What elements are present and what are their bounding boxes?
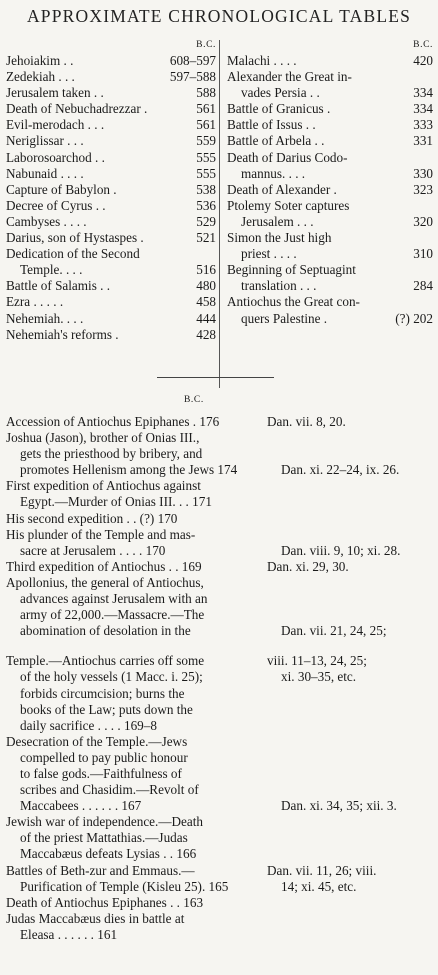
event-text: of the priest Mattathias.—Judas (20, 830, 188, 846)
chronology-entry (227, 262, 433, 278)
scripture-reference (275, 782, 436, 798)
entry-name: Alexander the Great in- (227, 69, 352, 85)
scripture-reference (275, 591, 436, 607)
entry-year: 323 (413, 181, 433, 197)
scripture-reference (275, 686, 436, 702)
entry-year: 588 (196, 85, 216, 101)
chronology-entry (6, 117, 216, 133)
event-text: Temple.—Antiochus carries off some (6, 653, 205, 669)
event-text: Judas Maccabæus dies in battle at (6, 910, 185, 926)
event-text: advances against Jerusalem with an (20, 591, 208, 607)
event-text: Third expedition of Antiochus . . 169 (6, 558, 202, 574)
event-text: daily sacrifice . . . . 169–8 (20, 717, 157, 733)
chronology-entry (6, 198, 216, 214)
entry-name: mannus. . . . (241, 165, 306, 181)
chronology-entry (227, 166, 433, 182)
event-entry (6, 511, 436, 527)
entry-name: Beginning of Septuagint (227, 262, 356, 278)
chronology-entry (6, 278, 216, 294)
event-entry (6, 911, 436, 943)
entry-name: Nehemiah. . . . (6, 310, 84, 326)
event-text: to false gods.—Faithfulness of (20, 765, 182, 781)
event-text: gets the priesthood by bribery, and (20, 446, 203, 462)
event-entry (6, 559, 436, 575)
scripture-reference (261, 734, 436, 750)
entry-name: Evil-merodach . . . (6, 117, 105, 133)
event-text: His plunder of the Temple and mas- (6, 526, 196, 542)
entry-name: Capture of Babylon . (6, 181, 117, 197)
chronology-entry (6, 311, 216, 327)
entry-name: Nehemiah's reforms . (6, 326, 119, 342)
entry-year: 559 (196, 133, 216, 149)
scripture-reference (261, 430, 436, 446)
scripture-reference (261, 814, 436, 830)
event-text: scribes and Chasidim.—Revolt of (20, 782, 199, 798)
column-divider (219, 40, 220, 388)
scripture-reference: 14; xi. 45, etc. (281, 878, 357, 894)
entry-year: 480 (196, 278, 216, 294)
right-chronology-column (227, 37, 433, 327)
entry-year: 331 (413, 133, 433, 149)
chronology-entry (6, 101, 216, 117)
entry-name: Battle of Issus . . (227, 117, 316, 133)
entry-year: 608–597 (169, 53, 216, 68)
chronology-entry (227, 69, 433, 85)
page-title: APPROXIMATE CHRONOLOGICAL TABLES (26, 6, 412, 26)
entry-year: 333 (413, 117, 433, 133)
event-text: Eleasa . . . . . . 161 (20, 926, 118, 942)
scripture-reference: viii. 11–13, 24, 25; (267, 653, 367, 669)
entry-name: Battle of Arbela . . (227, 133, 325, 149)
event-text: sacre at Jerusalem . . . . 170 (20, 542, 166, 558)
event-text: Purification of Temple (Kisleu 25). 165 (20, 878, 229, 894)
scripture-reference (275, 494, 436, 510)
event-text: promotes Hellenism among the Jews 174 (20, 462, 238, 478)
entry-name: Zedekiah . . . (6, 69, 75, 85)
chronology-entry (6, 85, 216, 101)
event-entry (6, 575, 436, 639)
event-entry (6, 895, 436, 911)
entry-year: (?) 202 (395, 310, 433, 326)
entry-year: 516 (196, 262, 216, 278)
entry-year: 538 (196, 181, 216, 197)
entry-year: 444 (196, 310, 216, 326)
scripture-reference: Dan. xi. 22–24, ix. 26. (281, 462, 400, 478)
scripture-reference (261, 911, 436, 927)
entry-year: 320 (413, 213, 433, 229)
entry-year: 334 (413, 101, 433, 117)
entry-name: Dedication of the Second (6, 246, 140, 262)
entry-name: Battle of Granicus . (227, 101, 331, 117)
entry-name: Simon the Just high (227, 230, 332, 246)
scripture-reference (275, 830, 436, 846)
chronology-entry (227, 311, 433, 327)
entry-name: Cambyses . . . . (6, 213, 87, 229)
event-text: forbids circumcision; burns the (20, 685, 185, 701)
entry-name: Laborosoarchod . . (6, 149, 105, 165)
chronology-entry (227, 246, 433, 262)
event-text: books of the Law; puts down the (20, 701, 193, 717)
scripture-reference (275, 702, 436, 718)
event-text: Apollonius, the general of Antiochus, (6, 574, 204, 590)
entry-name: Nabunaid . . . . (6, 165, 84, 181)
chronology-entry (227, 117, 433, 133)
entry-name: quers Palestine . (241, 310, 328, 326)
event-text: Maccabees . . . . . . 167 (20, 798, 142, 814)
scripture-reference: Dan. xi. 34, 35; xii. 3. (281, 798, 397, 814)
event-text: First expedition of Antiochus against (6, 478, 201, 494)
scripture-reference (261, 527, 436, 543)
chronology-entry (227, 53, 433, 69)
entry-name: Darius, son of Hystaspes . (6, 230, 144, 246)
event-entry (6, 734, 436, 814)
chronology-entry (6, 327, 216, 343)
scripture-reference (275, 766, 436, 782)
event-entry (6, 863, 436, 895)
bc-header-left: B.C. (196, 40, 216, 50)
chronology-entry (227, 214, 433, 230)
page-fold-gap (6, 639, 436, 653)
chronology-entry (6, 69, 216, 85)
left-chronology-column (6, 37, 216, 343)
scripture-reference (275, 927, 436, 943)
chronology-entry (6, 53, 216, 69)
event-text: Desecration of the Temple.—Jews (6, 733, 188, 749)
event-text: Accession of Antiochus Epiphanes . 176 (6, 414, 220, 429)
chronology-entry (6, 230, 216, 246)
chronology-entry (227, 133, 433, 149)
bc-header-events: B.C. (184, 395, 204, 405)
event-entry (6, 430, 436, 478)
events-section (6, 395, 436, 943)
chronology-entry (6, 166, 216, 182)
bc-header-right: B.C. (413, 40, 433, 50)
entry-year: 310 (413, 246, 433, 262)
scripture-reference (275, 607, 436, 623)
entry-name: translation . . . (241, 278, 317, 294)
chronology-entry (6, 294, 216, 310)
event-text: army of 22,000.—Massacre.—The (20, 607, 205, 623)
chronology-entry (227, 278, 433, 294)
scripture-reference (275, 846, 436, 862)
entry-year: 529 (196, 213, 216, 229)
event-text: compelled to pay public honour (20, 749, 188, 765)
entry-name: Neriglissar . . . (6, 133, 84, 149)
entry-name: Ptolemy Soter captures (227, 197, 350, 213)
entry-name: Jehoiakim . . (6, 53, 74, 68)
section-separator (157, 377, 274, 378)
scripture-reference (261, 511, 436, 527)
entry-year: 334 (413, 85, 433, 101)
event-text: Maccabæus defeats Lysias . . 166 (20, 846, 197, 862)
scripture-reference (275, 446, 436, 462)
entry-year: 536 (196, 197, 216, 213)
entry-name: Jerusalem taken . . (6, 85, 104, 101)
entry-year: 284 (413, 278, 433, 294)
scripture-reference (275, 718, 436, 734)
event-entry (6, 414, 436, 430)
chronology-entry (227, 182, 433, 198)
event-entry (6, 527, 436, 559)
event-text: Jewish war of independence.—Death (6, 814, 204, 830)
entry-name: vades Persia . . (241, 85, 320, 101)
entry-name: Malachi . . . . (227, 53, 297, 68)
entry-name: Decree of Cyrus . . (6, 197, 106, 213)
event-text: Battles of Beth-zur and Emmaus.— (6, 862, 195, 878)
scripture-reference: xi. 30–35, etc. (281, 669, 357, 685)
chronology-entry (227, 294, 433, 310)
chronology-entry (6, 246, 216, 262)
event-text: His second expedition . . (?) 170 (6, 510, 178, 526)
event-entry (6, 478, 436, 510)
chronology-entry (227, 198, 433, 214)
chronology-entry (227, 101, 433, 117)
chronology-entry (227, 230, 433, 246)
chronology-entry (227, 85, 433, 101)
entry-name: Death of Alexander . (227, 181, 337, 197)
entry-year: 597–588 (169, 69, 216, 85)
event-text: Death of Antiochus Epiphanes . . 163 (6, 894, 204, 910)
entry-year: 428 (196, 326, 216, 342)
entry-name: Jerusalem . . . (241, 213, 314, 229)
entry-year: 561 (196, 117, 216, 133)
chronology-entry (6, 182, 216, 198)
event-text: Egypt.—Murder of Onias III. . . 171 (20, 494, 212, 510)
scripture-reference (261, 478, 436, 494)
event-text: abomination of desolation in the (20, 623, 191, 639)
entry-year: 420 (413, 53, 433, 68)
chronology-entry (227, 150, 433, 166)
entry-name: priest . . . . (241, 246, 297, 262)
entry-year: 458 (196, 294, 216, 310)
entry-name: Temple. . . . (20, 262, 83, 278)
scripture-reference (261, 895, 436, 911)
entry-name: Battle of Salamis . . (6, 278, 111, 294)
event-entry (6, 653, 436, 733)
chronology-entry (6, 214, 216, 230)
scripture-reference (261, 575, 436, 591)
chronology-entry (6, 262, 216, 278)
entry-year: 555 (196, 149, 216, 165)
scripture-reference: Dan. vii. 8, 20. (267, 414, 346, 429)
scripture-reference: Dan. vii. 21, 24, 25; (281, 623, 387, 639)
entry-name: Antiochus the Great con- (227, 294, 360, 310)
event-text: Joshua (Jason), brother of Onias III., (6, 430, 200, 446)
entry-year: 330 (413, 165, 433, 181)
entry-year: 521 (196, 230, 216, 246)
entry-name: Death of Nebuchadrezzar . (6, 101, 148, 117)
entry-name: Death of Darius Codo- (227, 149, 348, 165)
scripture-reference: Dan. viii. 9, 10; xi. 28. (281, 542, 401, 558)
entry-year: 561 (196, 101, 216, 117)
event-text: of the holy vessels (1 Macc. i. 25); (20, 669, 203, 685)
event-entry (6, 814, 436, 862)
scripture-reference: Dan. vii. 11, 26; viii. (267, 862, 377, 878)
chronology-entry (6, 150, 216, 166)
entry-name: Ezra . . . . . (6, 294, 64, 310)
scripture-reference: Dan. xi. 29, 30. (267, 558, 349, 574)
chronology-entry (6, 133, 216, 149)
scripture-reference (275, 750, 436, 766)
entry-year: 555 (196, 165, 216, 181)
